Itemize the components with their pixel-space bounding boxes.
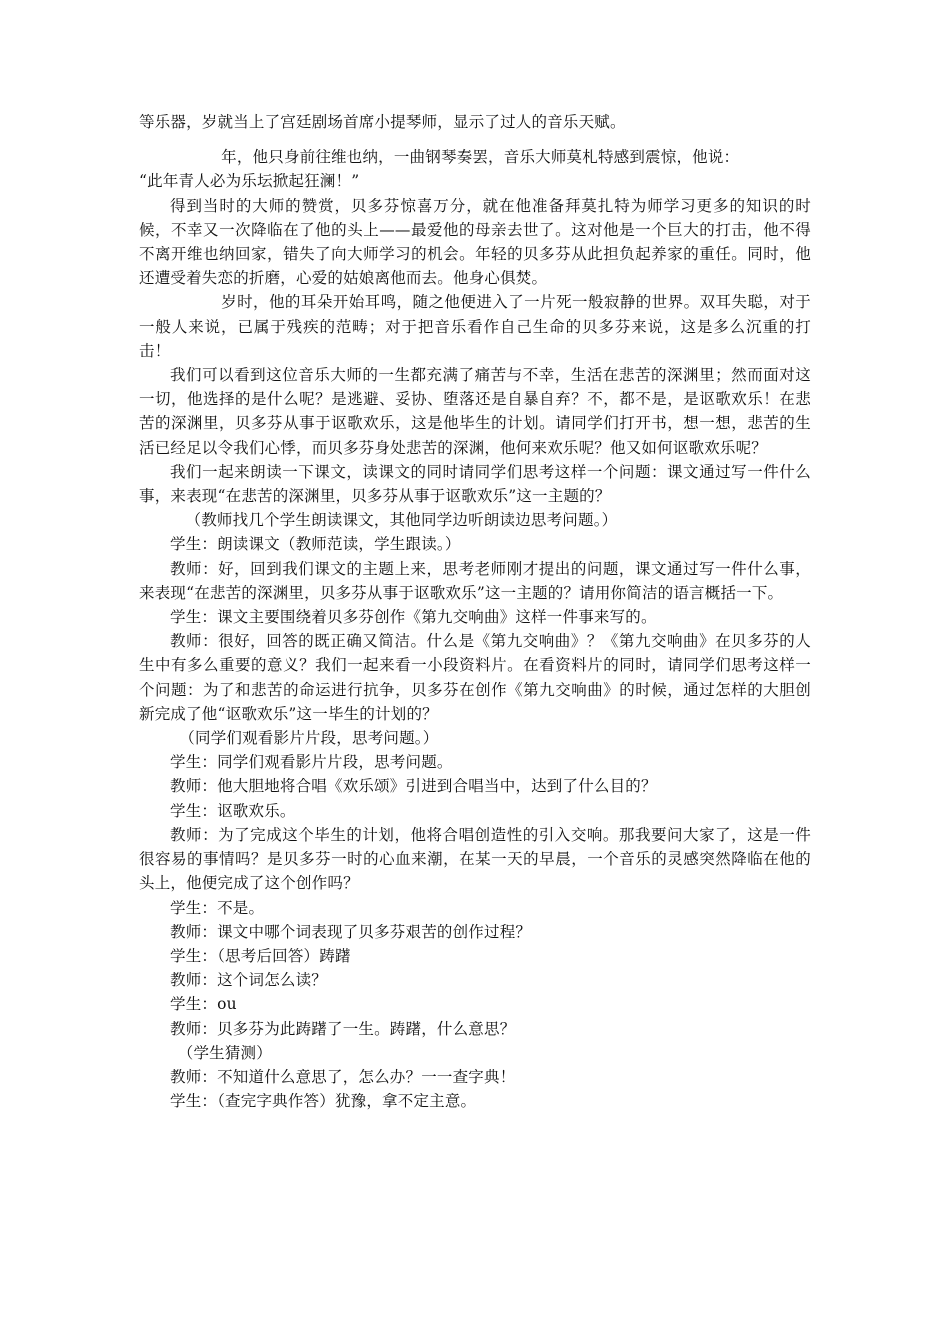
- paragraph-3: 得到当时的大师的赞赏，贝多芬惊喜万分，就在他准备拜莫扎特为师学习更多的知识的时候，不幸又一次降临在了他的头上——最爱他的母亲去世了。这对他是一个巨大的打击，他不得不离开维也纳回家，错失了向大师学习的机会。年轻的贝多芬从此担负起养家的重任。同时，他还遭受着失恋的折磨，心爱的姑娘离他而去。他身心俱焚。: [139, 196, 811, 288]
- dialogue-line: 学生：ou: [170, 995, 237, 1014]
- document-body: [139, 110, 811, 1113]
- paragraph-4: 岁时，他的耳朵开始耳鸣，随之他便进入了一片死一般寂静的世界。双耳失聪，对于一般人来说，已属于残疾的范畴；对于把音乐看作自己生命的贝多芬来说，这是多么沉重的打击！: [139, 293, 811, 360]
- paragraph-5: 我们可以看到这位音乐大师的一生都充满了痛苦与不幸，生活在悲苦的深渊里；然而面对这一切，他选择的是什么呢？是逃避、妥协、堕落还是自暴自弃？不，都不是，是讴歌欢乐！在悲苦的深渊里，贝多芬从事于讴歌欢乐，这是他毕生的计划。请同学们打开书，想一想，悲苦的生活已经足以令我们心悸，而贝多芬身处悲苦的深渊，他何来欢乐呢？他又如何讴歌欢乐呢？: [139, 366, 811, 457]
- paragraph-gap: [139, 134, 811, 145]
- dialogue-line: 教师：课文中哪个词表现了贝多芬艰苦的创作过程？: [170, 922, 532, 941]
- stage-note-1: （教师找几个学生朗读课文，其他同学边听朗读边思考问题。）: [185, 511, 618, 530]
- dialogue-line: 教师：很好，回答的既正确又简洁。什么是《第九交响曲》？《第九交响曲》在贝多芬的人生中有多么重要的意义？我们一起来看一小段资料片。在看资料片的同时，请同学们思考这样一个问题：为了和悲苦的命运进行抗争，贝多芬在创作《第九交响曲》的时候，通过怎样的大胆创新完成了他“讴歌欢乐”这一毕生的计划的？: [139, 632, 811, 723]
- paragraph-2: 年，他只身前往维也纳，一曲钢琴奏罢，音乐大师莫札特感到震惊，他说：: [221, 148, 740, 167]
- dialogue-line: 教师：他大胆地将合唱《欢乐颂》引进到合唱当中，达到了什么目的？: [170, 777, 657, 796]
- quote-mozart: “此年青人必为乐坛掀起狂澜！”: [139, 172, 360, 191]
- dialogue-line: 教师：这个词怎么读？: [170, 971, 328, 990]
- dialogue-line: 教师：贝多芬为此踌躇了一生。踌躇，什么意思？: [170, 1019, 516, 1038]
- dialogue-line: 教师：为了完成这个毕生的计划，他将合唱创造性的引入交响。那我要问大家了，这是一件很容易的事情吗？是贝多芬一时的心血来潮，在某一天的早晨，一个音乐的灵感突然降临在他的头上，他便完成了这个创作吗？: [139, 825, 811, 893]
- paragraph-1: 等乐器，岁就当上了宫廷剧场首席小提琴师，显示了过人的音乐天赋。: [139, 113, 626, 131]
- stage-note-3: （学生猜测）: [177, 1043, 272, 1062]
- dialogue-line: 学生：朗读课文（教师范读，学生跟读。）: [170, 535, 461, 554]
- dialogue-line: 学生：同学们观看影片片段，思考问题。: [170, 753, 453, 772]
- paragraph-6: 我们一起来朗读一下课文，读课文的同时请同学们思考这样一个问题：课文通过写一件什么事，来表现“在悲苦的深渊里，贝多芬从事于讴歌欢乐”这一主题的？: [139, 462, 811, 506]
- dialogue-line: 学生：（思考后回答）踌躇: [170, 946, 351, 965]
- dialogue-line: 学生：（查完字典作答）犹豫，拿不定主意。: [170, 1092, 477, 1111]
- dialogue-line: 教师：不知道什么意思了，怎么办？一一查字典！: [170, 1067, 516, 1086]
- stage-note-2: （同学们观看影片片段，思考问题。）: [179, 729, 439, 748]
- dialogue-line: 学生：讴歌欢乐。: [170, 801, 296, 820]
- dialogue-line: 学生：不是。: [170, 898, 265, 917]
- dialogue-line: 学生：课文主要围绕着贝多芬创作《第九交响曲》这样一件事来写的。: [170, 608, 657, 627]
- dialogue-line: 教师：好，回到我们课文的主题上来，思考老师刚才提出的问题，课文通过写一件什么事，来表现“在悲苦的深渊里，贝多芬从事于讴歌欢乐”这一主题的？请用你简洁的语言概括一下。: [139, 559, 811, 602]
